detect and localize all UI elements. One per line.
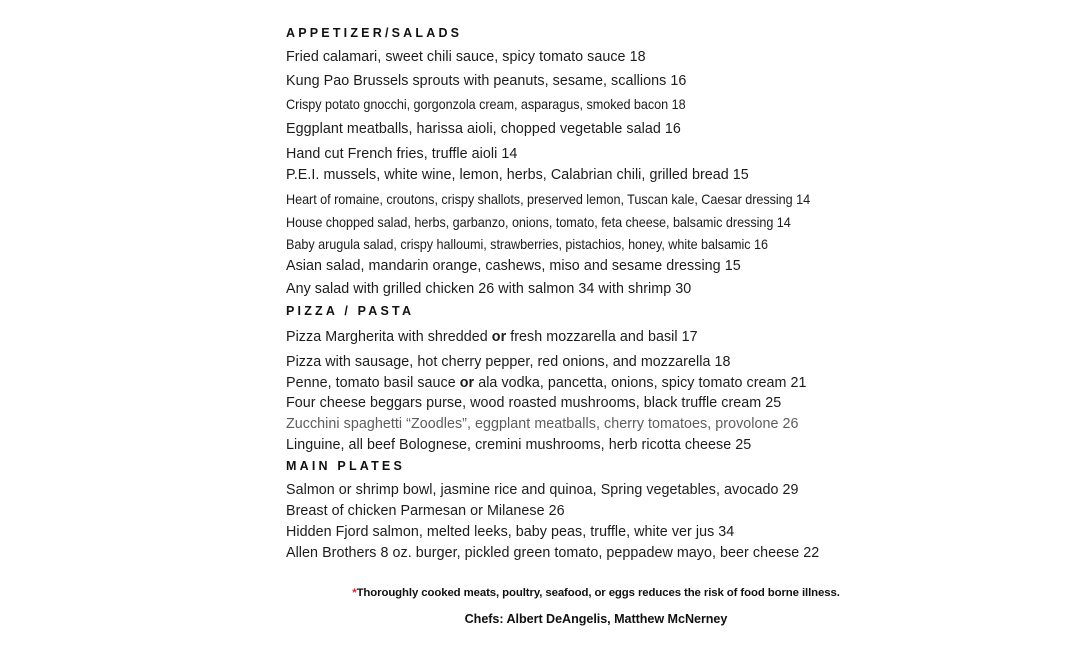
menu-item: Crispy potato gnocchi, gorgonzola cream, asparagus, smoked bacon 18 [286, 97, 686, 112]
section-header-pizza-pasta: PIZZA / PASTA [286, 304, 415, 318]
menu-item: House chopped salad, herbs, garbanzo, onions, tomato, feta cheese, balsamic dressing 14 [286, 215, 791, 230]
menu-item: Hand cut French fries, truffle aioli 14 [286, 146, 518, 162]
menu-item: P.E.I. mussels, white wine, lemon, herbs, Calabrian chili, grilled bread 15 [286, 167, 749, 183]
menu-item: Allen Brothers 8 oz. burger, pickled green tomato, peppadew mayo, beer cheese 22 [286, 545, 820, 561]
menu-item-text: Penne, tomato basil sauce [286, 375, 460, 391]
section-header-appetizer-salads: APPETIZER/SALADS [286, 26, 463, 40]
menu-item [286, 375, 807, 391]
menu-item: Fried calamari, sweet chili sauce, spicy tomato sauce 18 [286, 49, 646, 65]
menu-item-text: fresh mozzarella and basil 17 [506, 329, 698, 345]
menu-item: Kung Pao Brussels sprouts with peanuts, sesame, scallions 16 [286, 73, 687, 89]
menu-item-emphasis: or [491, 329, 507, 345]
menu-item: Heart of romaine, croutons, crispy shallots, preserved lemon, Tuscan kale, Caesar dressing 14 [286, 192, 811, 207]
menu-item: Linguine, all beef Bolognese, cremini mushrooms, herb ricotta cheese 25 [286, 437, 752, 453]
section-header-main-plates: MAIN PLATES [286, 459, 405, 473]
menu-item: Pizza with sausage, hot cherry pepper, red onions, and mozzarella 18 [286, 354, 731, 370]
menu-item: Baby arugula salad, crispy halloumi, strawberries, pistachios, honey, white balsamic 16 [286, 237, 768, 252]
menu-item: Hidden Fjord salmon, melted leeks, baby peas, truffle, white ver jus 34 [286, 524, 735, 540]
menu-item [286, 329, 698, 345]
chefs-credit: Chefs: Albert DeAngelis, Matthew McNerney [464, 612, 728, 626]
menu-item: Four cheese beggars purse, wood roasted mushrooms, black truffle cream 25 [286, 395, 782, 411]
asterisk-marker: * [352, 587, 357, 599]
menu-item: Any salad with grilled chicken 26 with salmon 34 with shrimp 30 [286, 281, 692, 297]
menu-page [286, 0, 906, 660]
menu-item-text: Pizza Margherita with shredded [286, 329, 492, 345]
menu-item: Asian salad, mandarin orange, cashews, miso and sesame dressing 15 [286, 258, 741, 274]
menu-item-emphasis: or [459, 375, 475, 391]
food-safety-disclaimer [286, 587, 906, 599]
menu-item: Breast of chicken Parmesan or Milanese 26 [286, 503, 565, 519]
disclaimer-text: Thoroughly cooked meats, poultry, seafood, or eggs reduces the risk of food borne illness. [356, 587, 840, 599]
menu-item: Zucchini spaghetti “Zoodles”, eggplant meatballs, cherry tomatoes, provolone 26 [286, 416, 799, 432]
menu-item: Salmon or shrimp bowl, jasmine rice and quinoa, Spring vegetables, avocado 29 [286, 482, 799, 498]
menu-item: Eggplant meatballs, harissa aioli, chopped vegetable salad 16 [286, 121, 681, 137]
menu-item-text: ala vodka, pancetta, onions, spicy tomato cream 21 [474, 375, 807, 391]
